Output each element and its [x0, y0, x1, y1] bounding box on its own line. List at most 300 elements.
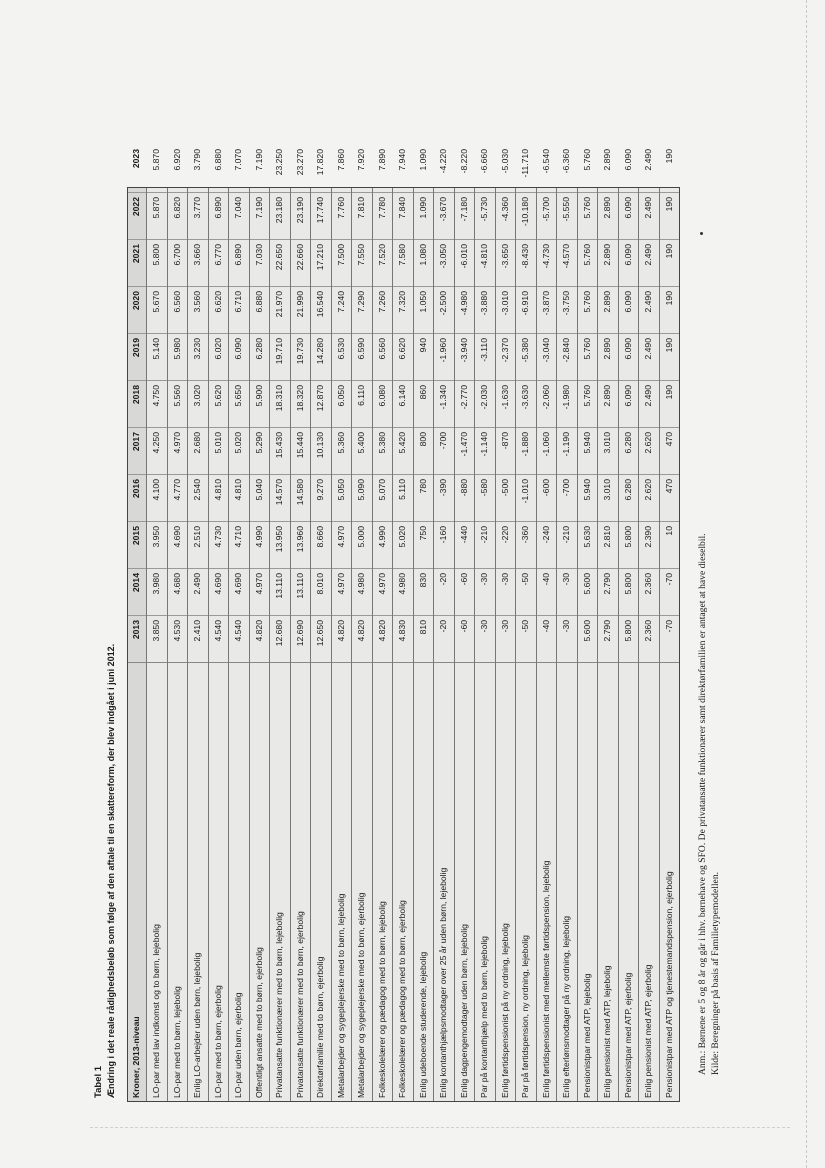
value-cell: 6.090: [229, 333, 249, 380]
row-label: Pensionistpar med ATP, lejebolig: [578, 662, 598, 1101]
value-cell: -4.980: [455, 286, 475, 333]
value-cell: 7.940: [397, 149, 407, 171]
value-cell: 4.970: [168, 427, 188, 474]
value-cell: 5.760: [578, 286, 598, 333]
value-cell: -3.750: [557, 286, 577, 333]
value-cell: -3.670: [434, 192, 454, 239]
value-cell: 5.980: [168, 333, 188, 380]
scan-edge-right: [805, 0, 807, 1168]
value-cell: 13.950: [270, 521, 290, 568]
row-label: LO-par med lav indkomst og to børn, lejebolig: [147, 662, 167, 1101]
value-cell: 3.010: [598, 474, 618, 521]
value-cell: -160: [434, 521, 454, 568]
value-cell: 6.280: [619, 427, 639, 474]
value-cell: -3.010: [496, 286, 516, 333]
value-cell: 7.920: [356, 149, 366, 171]
value-cell: 1.080: [414, 239, 434, 286]
value-cell: -580: [475, 474, 495, 521]
table-row: [393, 149, 414, 1101]
value-cell: -240: [537, 521, 557, 568]
scan-mark: [700, 232, 703, 235]
value-cell: 8.010: [311, 568, 331, 615]
value-cell: 6.080: [373, 380, 393, 427]
value-cell: 6.090: [619, 239, 639, 286]
value-cell: 4.990: [373, 521, 393, 568]
table-row: [619, 149, 640, 1101]
value-cell: 17.820: [315, 149, 325, 176]
value-cell: -2.370: [496, 333, 516, 380]
value-cell: 2.490: [639, 286, 659, 333]
value-cell: 3.020: [188, 380, 208, 427]
value-cell: 2.490: [188, 568, 208, 615]
value-cell: -1.140: [475, 427, 495, 474]
value-cell: 3.010: [598, 427, 618, 474]
table-row: [188, 149, 209, 1101]
value-cell: 4.970: [250, 568, 270, 615]
value-cell: 5.760: [578, 192, 598, 239]
value-cell: 18.310: [270, 380, 290, 427]
value-cell: 2.360: [639, 568, 659, 615]
value-cell: 4.540: [209, 615, 229, 662]
value-cell: 1.090: [414, 192, 434, 239]
value-cell: -6.660: [479, 149, 489, 174]
year-header: 2013: [128, 615, 146, 662]
value-cell: 14.570: [270, 474, 290, 521]
value-cell: 16.540: [311, 286, 331, 333]
value-cell: 7.190: [250, 192, 270, 239]
row-label: Enlig pensionist med ATP, lejebolig: [598, 662, 618, 1101]
row-label: Folkeskolelærer og pædagog med to børn, lejebolig: [373, 662, 393, 1101]
value-cell: 6.280: [619, 474, 639, 521]
value-cell: 6.920: [171, 149, 182, 171]
value-cell: -1.190: [557, 427, 577, 474]
value-cell: 4.730: [209, 521, 229, 568]
value-cell: 5.070: [373, 474, 393, 521]
value-cell: 4.820: [332, 615, 352, 662]
value-cell: -30: [475, 568, 495, 615]
table-notes: [696, 533, 722, 1075]
value-cell: -5.030: [499, 149, 510, 174]
value-cell: 5.020: [393, 521, 413, 568]
value-cell: 6.530: [332, 333, 352, 380]
scan-edge-bottom: [90, 1126, 790, 1128]
value-cell: 7.040: [229, 192, 249, 239]
value-cell: 7.860: [335, 149, 346, 171]
value-cell: 4.250: [147, 427, 167, 474]
value-cell: 4.540: [229, 615, 249, 662]
value-cell: 3.980: [147, 568, 167, 615]
value-cell: 5.670: [147, 286, 167, 333]
value-cell: -20: [434, 568, 454, 615]
value-cell: 9.270: [311, 474, 331, 521]
value-cell: -40: [537, 615, 557, 662]
value-cell: 4.690: [168, 521, 188, 568]
value-cell: 22.660: [291, 239, 311, 286]
value-cell: 5.000: [352, 521, 372, 568]
value-cell: -1.630: [496, 380, 516, 427]
row-label: LO-par med to børn, lejebolig: [168, 662, 188, 1101]
value-cell: 3.850: [147, 615, 167, 662]
value-cell: -500: [496, 474, 516, 521]
value-cell: 4.690: [229, 568, 249, 615]
value-cell: 7.810: [352, 192, 372, 239]
table-row: [373, 149, 394, 1101]
value-cell: 4.100: [147, 474, 167, 521]
value-cell: 860: [414, 380, 434, 427]
year-header: 2014: [128, 568, 146, 615]
value-cell: -2.500: [434, 286, 454, 333]
value-cell: 4.680: [168, 568, 188, 615]
value-cell: 5.020: [229, 427, 249, 474]
value-cell: 2.540: [188, 474, 208, 521]
value-cell: 5.050: [332, 474, 352, 521]
value-cell: 6.820: [168, 192, 188, 239]
value-cell: -6.540: [540, 149, 551, 174]
value-cell: 6.590: [352, 333, 372, 380]
value-cell: -50: [516, 568, 536, 615]
value-cell: -390: [434, 474, 454, 521]
value-cell: 12.680: [270, 615, 290, 662]
value-cell: 5.800: [619, 615, 639, 662]
row-label: Folkeskolelærer og pædagog med to børn, ejerbolig: [393, 662, 413, 1101]
value-cell: 13.110: [270, 568, 290, 615]
value-cell: 2.490: [639, 333, 659, 380]
table-corner-label: Kroner, 2013-niveau: [128, 662, 146, 1101]
value-cell: 5.140: [147, 333, 167, 380]
row-label: Enlig førtidspensionist på ny ordning, lejebolig: [496, 662, 516, 1101]
value-cell: 5.010: [209, 427, 229, 474]
value-cell: 6.890: [229, 239, 249, 286]
row-label: Metalarbejder og sygeplejerske med to børn, ejerbolig: [352, 662, 372, 1101]
value-cell: 7.550: [352, 239, 372, 286]
value-cell: -3.940: [455, 333, 475, 380]
table-row: [434, 149, 455, 1101]
value-cell: 7.070: [233, 149, 243, 171]
value-cell: 12.690: [291, 615, 311, 662]
value-cell: 5.600: [578, 568, 598, 615]
data-table: [127, 149, 680, 1102]
value-cell: -1.470: [455, 427, 475, 474]
row-label: Enlig efterlønsmodtager på ny ordning, lejebolig: [557, 662, 577, 1101]
value-cell: 2.890: [598, 380, 618, 427]
row-label: Par på kontanthjælp med to børn, lejebolig: [475, 662, 495, 1101]
value-cell: 1.050: [414, 286, 434, 333]
row-label: LO-par uden børn, ejerbolig: [229, 662, 249, 1101]
row-label: Par på førtidspension, ny ordning, lejebolig: [516, 662, 536, 1101]
table-row: [578, 149, 599, 1101]
value-cell: 10.130: [311, 427, 331, 474]
value-cell: 14.580: [291, 474, 311, 521]
table-row: [475, 149, 496, 1101]
value-cell: 470: [660, 474, 680, 521]
value-cell: -7.180: [455, 192, 475, 239]
value-cell: 5.870: [151, 149, 161, 171]
row-label: Privatansatte funktionærer med to børn, ejerbolig: [291, 662, 311, 1101]
value-cell: 4.970: [332, 568, 352, 615]
value-cell: 5.760: [578, 380, 598, 427]
value-cell: 940: [414, 333, 434, 380]
value-cell: 7.520: [373, 239, 393, 286]
value-cell: -1.880: [516, 427, 536, 474]
row-label: Pensionistpar med ATP og tjenestemandspension, ejerbolig: [660, 662, 680, 1101]
value-cell: 5.110: [393, 474, 413, 521]
value-cell: 830: [414, 568, 434, 615]
value-cell: 190: [660, 333, 680, 380]
value-cell: -10.180: [516, 192, 536, 239]
year-header: 2017: [128, 427, 146, 474]
value-cell: -70: [660, 568, 680, 615]
table-row: [229, 149, 250, 1101]
value-cell: 5.040: [250, 474, 270, 521]
value-cell: 8.660: [311, 521, 331, 568]
value-cell: -6.360: [561, 149, 571, 174]
table-row: [270, 149, 291, 1101]
value-cell: 2.890: [598, 239, 618, 286]
value-cell: 7.500: [332, 239, 352, 286]
value-cell: 5.600: [578, 615, 598, 662]
value-cell: 6.140: [393, 380, 413, 427]
value-cell: -4.220: [438, 149, 448, 174]
row-label: Enlig LO-arbejder uden børn, lejebolig: [188, 662, 208, 1101]
table-row: [598, 149, 619, 1101]
row-label: Direktørfamilie med to børn, ejerbolig: [311, 662, 331, 1101]
value-cell: -2.030: [475, 380, 495, 427]
value-cell: 4.530: [168, 615, 188, 662]
value-cell: 2.490: [639, 380, 659, 427]
year-header: 2020: [128, 286, 146, 333]
row-label: Enlig førtidspensionist med mellemste førtidspension, lejebolig: [537, 662, 557, 1101]
value-cell: -3.040: [537, 333, 557, 380]
value-cell: 2.890: [598, 333, 618, 380]
value-cell: 2.510: [188, 521, 208, 568]
value-cell: 7.260: [373, 286, 393, 333]
table-title: Tabel 1: [93, 1065, 104, 1098]
value-cell: -1.960: [434, 333, 454, 380]
value-cell: 2.360: [639, 615, 659, 662]
value-cell: 4.980: [352, 568, 372, 615]
value-cell: -1.980: [557, 380, 577, 427]
value-cell: 2.410: [188, 615, 208, 662]
value-cell: -5.380: [516, 333, 536, 380]
value-cell: 4.820: [373, 615, 393, 662]
value-cell: -870: [496, 427, 516, 474]
value-cell: 2.490: [643, 149, 653, 171]
value-cell: -880: [455, 474, 475, 521]
value-cell: 3.950: [147, 521, 167, 568]
row-label: Pensionistpar med ATP, ejerbolig: [619, 662, 639, 1101]
value-cell: 6.280: [250, 333, 270, 380]
value-cell: -11.710: [520, 149, 530, 178]
row-label: Enlig kontanthjælpsmodtager over 25 år uden børn, lejebolig: [434, 662, 454, 1101]
value-cell: 5.420: [393, 427, 413, 474]
table-source: Kilde: Beregninger på basis af Familietypemodellen.: [710, 871, 721, 1075]
value-cell: 6.090: [622, 149, 633, 171]
value-cell: -50: [516, 615, 536, 662]
value-cell: -30: [557, 615, 577, 662]
row-label: LO-par med to børn, ejerbolig: [209, 662, 229, 1101]
value-cell: -30: [496, 615, 516, 662]
value-cell: 7.320: [393, 286, 413, 333]
value-cell: -220: [496, 521, 516, 568]
value-cell: 4.810: [209, 474, 229, 521]
value-cell: -2.840: [557, 333, 577, 380]
row-label: Enlig udeboende studerende, lejebolig: [414, 662, 434, 1101]
value-cell: 4.820: [352, 615, 372, 662]
table-row: [455, 149, 476, 1101]
value-cell: 23.270: [294, 149, 305, 176]
table-row: [147, 149, 168, 1101]
value-cell: 190: [660, 192, 680, 239]
value-cell: 7.240: [332, 286, 352, 333]
row-label: Enlig pensionist med ATP, ejerbolig: [639, 662, 659, 1101]
value-cell: 5.360: [332, 427, 352, 474]
value-cell: 750: [414, 521, 434, 568]
value-cell: 190: [660, 380, 680, 427]
value-cell: 6.880: [212, 149, 223, 171]
row-label: Offentligt ansatte med to børn, ejerbolig: [250, 662, 270, 1101]
value-cell: 5.870: [147, 192, 167, 239]
value-cell: 7.580: [393, 239, 413, 286]
value-cell: -1.060: [537, 427, 557, 474]
value-cell: 5.940: [578, 427, 598, 474]
table-row: [250, 149, 271, 1101]
year-header: 2021: [128, 239, 146, 286]
value-cell: -5.730: [475, 192, 495, 239]
value-cell: 5.630: [578, 521, 598, 568]
value-cell: -40: [537, 568, 557, 615]
value-cell: 3.560: [188, 286, 208, 333]
value-cell: 13.960: [291, 521, 311, 568]
value-cell: 6.050: [332, 380, 352, 427]
value-cell: 2.810: [598, 521, 618, 568]
value-cell: 6.770: [209, 239, 229, 286]
value-cell: 2.890: [598, 286, 618, 333]
value-cell: -20: [434, 615, 454, 662]
value-cell: 5.560: [168, 380, 188, 427]
value-cell: -2.060: [537, 380, 557, 427]
value-cell: -8.220: [458, 149, 469, 174]
value-cell: 780: [414, 474, 434, 521]
value-cell: 5.400: [352, 427, 372, 474]
value-cell: 23.250: [274, 149, 284, 176]
table-subtitle: Ændring i det reale rådighedsbeløb som følge af den aftale til en skattereform, der blev indgået i juni 2012.: [106, 643, 116, 1098]
value-cell: 3.660: [188, 239, 208, 286]
table-row: [557, 149, 578, 1101]
value-cell: 23.180: [270, 192, 290, 239]
value-cell: -30: [475, 615, 495, 662]
value-cell: -360: [516, 521, 536, 568]
value-cell: 5.800: [147, 239, 167, 286]
row-label: Enlig dagpengemodtager uden børn, lejebolig: [455, 662, 475, 1101]
value-cell: 800: [414, 427, 434, 474]
value-cell: 5.620: [209, 380, 229, 427]
value-cell: 6.090: [619, 192, 639, 239]
value-cell: -5.700: [537, 192, 557, 239]
value-cell: 470: [660, 427, 680, 474]
table-row: [291, 149, 312, 1101]
value-cell: 6.560: [168, 286, 188, 333]
value-cell: -3.870: [537, 286, 557, 333]
table-row: [639, 149, 660, 1101]
value-cell: 4.970: [373, 568, 393, 615]
value-cell: 4.990: [250, 521, 270, 568]
value-cell: 6.020: [209, 333, 229, 380]
value-cell: -30: [496, 568, 516, 615]
value-cell: 190: [663, 149, 674, 164]
value-cell: 4.820: [250, 615, 270, 662]
value-cell: 6.620: [393, 333, 413, 380]
value-cell: 5.090: [352, 474, 372, 521]
value-cell: 23.190: [291, 192, 311, 239]
value-cell: -1.340: [434, 380, 454, 427]
value-cell: -1.010: [516, 474, 536, 521]
value-cell: 6.710: [229, 286, 249, 333]
table-note: Anm.: Børnene er 5 og 8 år og går i hhv. børnehave og SFO. De privatansatte funktionærer samt direktørfamilien er antaget at have dieselbil.: [697, 533, 708, 1075]
value-cell: 6.890: [209, 192, 229, 239]
value-cell: 5.650: [229, 380, 249, 427]
value-cell: 6.880: [250, 286, 270, 333]
value-cell: 2.490: [639, 192, 659, 239]
value-cell: -60: [455, 615, 475, 662]
value-cell: 7.290: [352, 286, 372, 333]
value-cell: 5.760: [578, 239, 598, 286]
value-cell: 17.740: [311, 192, 331, 239]
value-cell: 2.620: [639, 427, 659, 474]
value-cell: -600: [537, 474, 557, 521]
value-cell: -30: [557, 568, 577, 615]
year-header: 2016: [128, 474, 146, 521]
value-cell: -2.770: [455, 380, 475, 427]
value-cell: -4.730: [537, 239, 557, 286]
value-cell: 15.430: [270, 427, 290, 474]
value-cell: 7.030: [250, 239, 270, 286]
table-row: [516, 149, 537, 1101]
value-cell: -210: [475, 521, 495, 568]
value-cell: 2.790: [598, 568, 618, 615]
value-cell: 19.710: [270, 333, 290, 380]
value-cell: -440: [455, 521, 475, 568]
table-row: [660, 149, 680, 1101]
table-row: [537, 149, 558, 1101]
value-cell: -700: [434, 427, 454, 474]
value-cell: 5.800: [619, 521, 639, 568]
value-cell: 6.110: [352, 380, 372, 427]
value-cell: 7.190: [253, 149, 264, 171]
value-cell: 6.090: [619, 286, 639, 333]
value-cell: 7.780: [373, 192, 393, 239]
value-cell: -6.910: [516, 286, 536, 333]
value-cell: 4.770: [168, 474, 188, 521]
rotated-table-block: [93, 149, 693, 1102]
year-header: 2022: [128, 192, 146, 239]
value-cell: 22.650: [270, 239, 290, 286]
value-cell: 2.890: [602, 149, 612, 171]
year-header: 2018: [128, 380, 146, 427]
value-cell: -3.880: [475, 286, 495, 333]
table-row: [352, 149, 373, 1101]
value-cell: 15.440: [291, 427, 311, 474]
value-cell: 14.280: [311, 333, 331, 380]
value-cell: 4.710: [229, 521, 249, 568]
value-cell: 5.290: [250, 427, 270, 474]
value-cell: 6.090: [619, 333, 639, 380]
value-cell: 13.110: [291, 568, 311, 615]
value-cell: 18.320: [291, 380, 311, 427]
value-cell: 190: [660, 286, 680, 333]
value-cell: -3.110: [475, 333, 495, 380]
table-row: [168, 149, 189, 1101]
year-header: 2019: [128, 333, 146, 380]
